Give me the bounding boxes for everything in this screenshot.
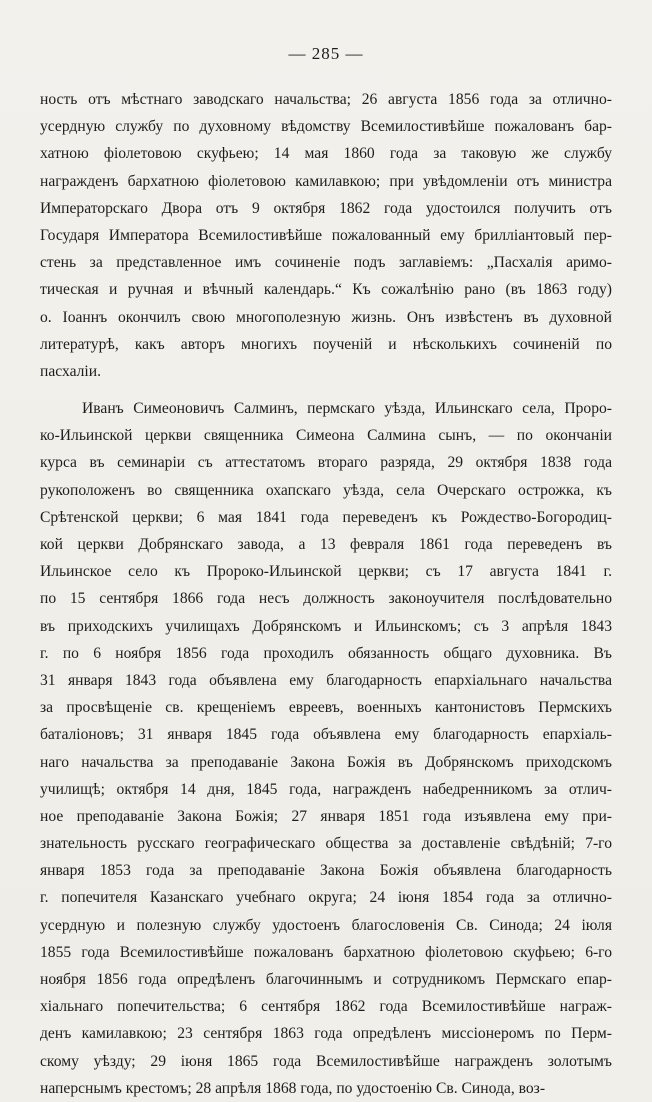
text-line: литературѣ, какъ авторъ многихъ поученій и нѣсколькихъ сочиненій по — [40, 335, 612, 353]
text-line: Ильинское село къ Пророко-Ильинской церкви; съ 17 августа 1841 г. — [40, 563, 612, 581]
text-line: января 1853 года за преподаваніе Закона Божія объявлена благодарность — [40, 862, 612, 880]
text-line: ноября 1856 года опредѣленъ благочиннымъ и сотрудникомъ Пермскаго епар- — [40, 971, 612, 988]
text-line: о. Іоаннъ окончилъ свою многополезную жизнь. Онъ извѣстенъ въ духовной — [40, 308, 612, 326]
text-line: рукоположенъ во священника охапскаго уѣзда, села Очерскаго острожка, къ — [40, 481, 612, 499]
text-line: награжденъ бархатною фіолетовою камилавкою; при увѣдомленіи отъ министра — [40, 172, 612, 190]
text-line: пасхаліи. — [40, 362, 101, 380]
text-line: по 15 сентября 1866 года несъ должность законоучителя послѣдовательно — [40, 590, 612, 608]
text-line: курса въ семинаріи съ аттестатомъ втораго разряда, 29 октября 1838 года — [40, 454, 612, 472]
text-line: Иванъ Симеоновичъ Салминъ, пермскаго уѣзда, Ильинскаго села, Проро- — [82, 400, 612, 418]
text-line: г. по 6 ноября 1856 года проходилъ обязанность общаго духовника. Въ — [40, 644, 612, 662]
text-line: наперснымъ крестомъ; 28 апрѣля 1868 года, по удостоенію Св. Синода, воз- — [40, 1079, 546, 1097]
text-line: наго начальства за преподаваніе Закона Божія въ Добрянскомъ приходскомъ — [40, 753, 612, 771]
text-line: тическая и ручная и вѣчный календарь.“ Къ сожалѣнію рано (въ 1863 году) — [40, 281, 612, 299]
text-line: ность отъ мѣстнаго заводскаго начальства; 26 августа 1856 года за отлично- — [40, 91, 612, 108]
text-line: скому уѣзду; 29 іюня 1865 года Всемилостивѣйше награжденъ золотымъ — [40, 1052, 612, 1070]
text-line: Государя Императора Всемилостивѣйше пожалованный ему бриллiантовый пер- — [40, 226, 612, 244]
paragraph-gap — [40, 385, 612, 395]
paragraph — [40, 86, 612, 385]
text-line: г. попечителя Казанскаго учебнаго округа; 24 іюня 1854 года за отлично- — [40, 889, 612, 907]
text-line: хатною фіолетовою скуфьею; 14 мая 1860 года за таковую же службу — [40, 145, 612, 163]
text-line: хіальнаго попечительства; 6 сентября 1862 года Всемилостивѣйше награж- — [40, 998, 612, 1016]
text-line: усердную и полезную службу удостоенъ благословенія Св. Синода; 24 іюля — [40, 916, 612, 934]
text-line: 1855 года Всемилостивѣйше пожалованъ бархатною фіолетовою скуфьею; 6-го — [40, 943, 612, 961]
page-number: — 285 — — [288, 44, 364, 63]
text-line: Императорскаго Двора отъ 9 октября 1862 года удостоился получить отъ — [40, 199, 612, 217]
text-line: Срѣтенской церкви; 6 мая 1841 года переведенъ къ Рождество-Богородиц- — [40, 508, 612, 526]
text-line: въ приходскихъ училищахъ Добрянскомъ и Ильинскомъ; съ 3 апрѣля 1843 — [40, 617, 612, 635]
text-line: стень за представленное имъ сочиненіе подъ заглавіемъ: „Пасхалія аримо- — [40, 254, 612, 272]
text-line: денъ камилавкою; 23 сентября 1863 года опредѣленъ миссіонеромъ по Перм- — [40, 1025, 612, 1043]
text-line: ко-Ильинской церкви священника Симеона Салмина сынъ, — по окончаніи — [40, 427, 612, 445]
text-line: ное преподаваніе Закона Божія; 27 января 1851 года изъявлена ему при- — [40, 807, 612, 825]
text-line: 31 января 1843 года объявлена ему благодарность епархіальнаго начальства — [40, 671, 612, 689]
text-line: училищѣ; октября 14 дня, 1845 года, награжденъ набедренникомъ за отлич- — [40, 780, 612, 798]
text-line: кой церкви Добрянскаго завода, а 13 февраля 1861 года переведенъ въ — [40, 536, 612, 553]
text-body — [40, 86, 612, 1102]
text-line: знательность русскаго географическаго общества за доставленіе свѣдѣній; 7-го — [40, 835, 612, 853]
text-line: усердную службу по духовному вѣдомству Всемилостивѣйше пожалованъ бар- — [40, 118, 612, 136]
paragraph — [40, 395, 612, 1102]
text-line: за просвѣщеніе св. крещеніемъ евреевъ, военныхъ кантонистовъ Пермскихъ — [40, 699, 612, 717]
text-line: баталіоновъ; 31 января 1845 года объявлена ему благодарность епархіаль- — [40, 726, 612, 744]
